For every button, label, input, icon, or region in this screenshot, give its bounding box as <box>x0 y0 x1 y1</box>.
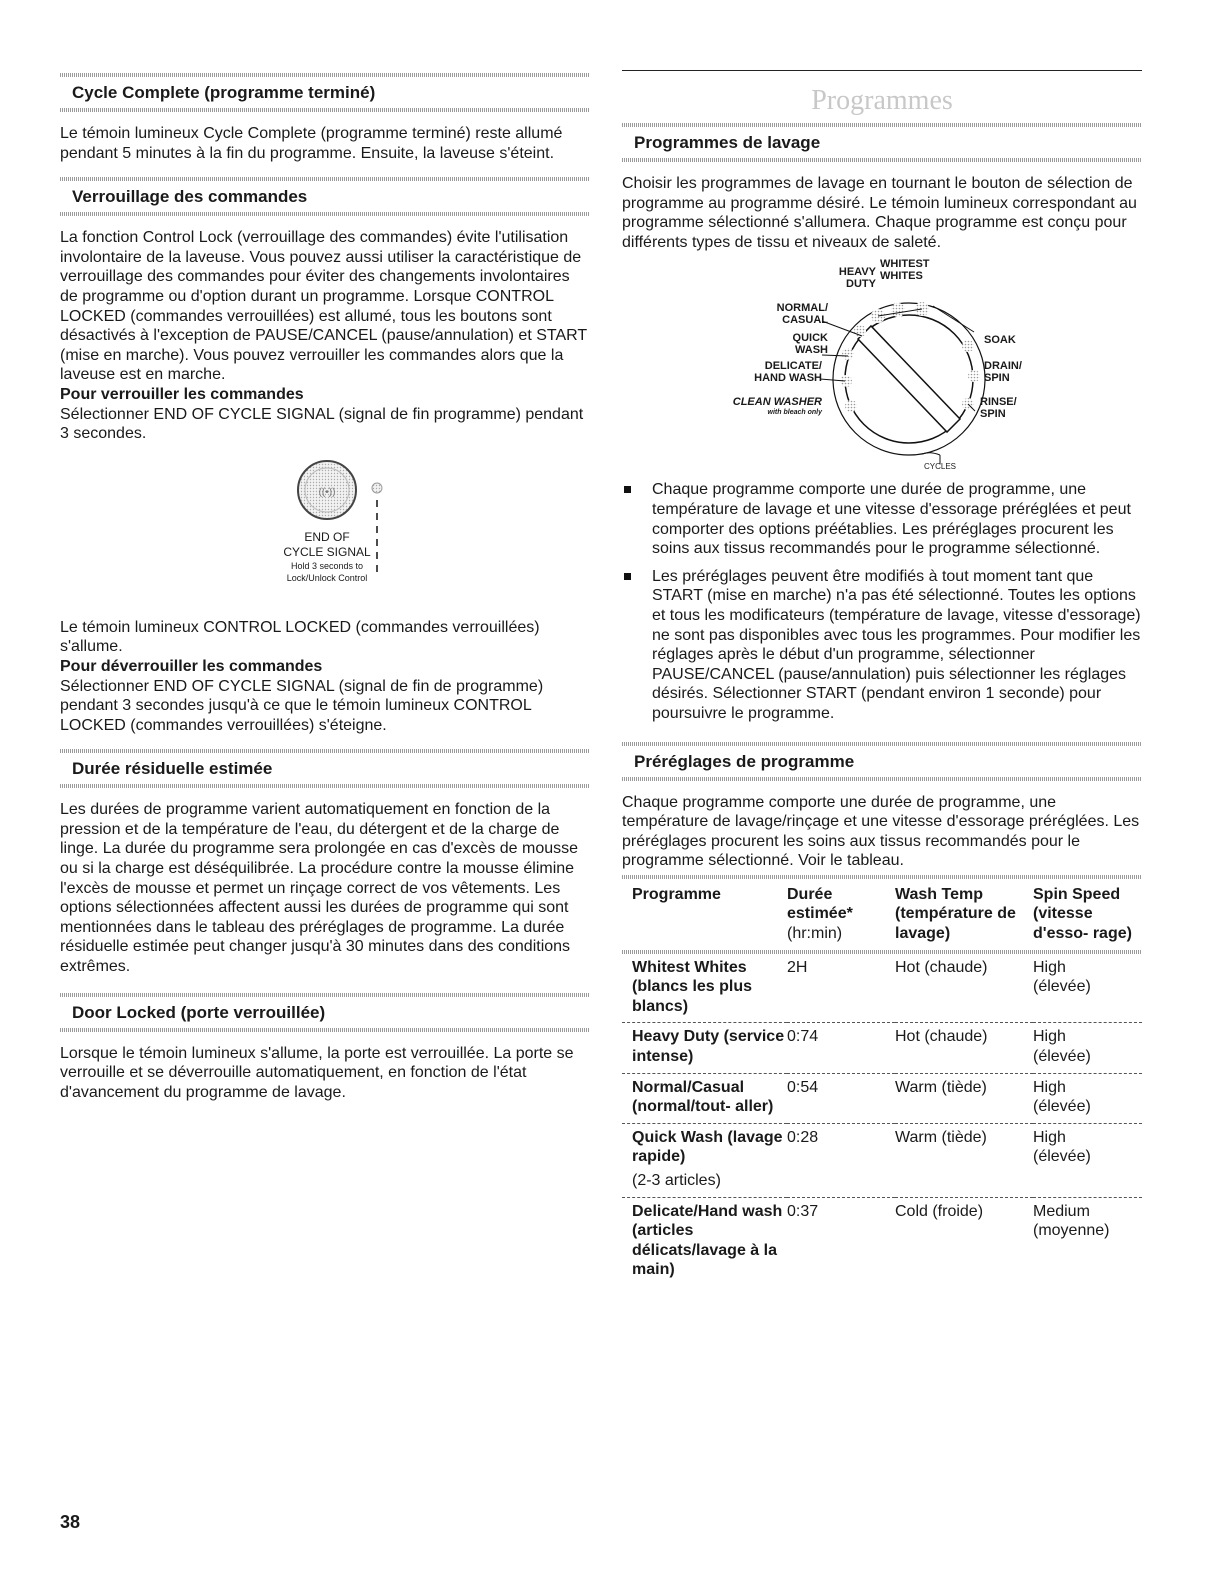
dial-label-duty: DUTY <box>846 278 876 291</box>
col-header-programme: Programme <box>632 885 721 903</box>
cell-spin-value: High <box>1033 1128 1066 1146</box>
table-row <box>622 1123 1142 1197</box>
cell-time: 2H <box>787 958 808 976</box>
estimated-time-text: Les durées de programme varient automatiquement en fonction de la pression et de la température de l'eau, du détergent et de la charge de linge. La durée du programme sera prolongée en cas d'excès de mousse ou si la charge est déséquilibrée. La procédure contre la mousse élimine l'excès de mousse et permet un rinçage correct de vos vêtements. Les options sélectionnées affectent aussi les durées de programme qui sont mentionnées dans le tableau des préréglages de programme. La durée résiduelle estimée peut changer jusqu'à 30 minutes dans des conditions extrêmes. <box>60 801 579 976</box>
cell-time: 0:37 <box>787 1197 895 1286</box>
wash-programs-text: Choisir les programmes de lavage en tournant le bouton de sélection de programme au programme désiré. Le témoin lumineux correspondant au programme sélectionné s'allumera. Chaque programme est conçu pour différents types de tissu et niveaux de saleté. <box>622 175 1137 251</box>
table-row <box>622 1023 1142 1073</box>
section-divider <box>60 108 590 112</box>
cell-spin-value: Medium <box>1033 1202 1090 1220</box>
right-column <box>622 0 1142 1286</box>
cell-time: 0:28 <box>787 1123 895 1197</box>
dial-label-casual: CASUAL <box>782 314 828 327</box>
cell-spin-translation: (élevée) <box>1033 1148 1091 1166</box>
button-hint-line2: Lock/Unlock Control <box>286 572 368 583</box>
dial-label-rinse: RINSE/ <box>980 396 1017 409</box>
cell-programme: Whitest Whites (blancs les plus blancs) <box>632 958 753 1015</box>
cell-spin-translation: (élevée) <box>1033 1098 1091 1116</box>
table-row <box>622 1073 1142 1123</box>
control-lock-heading: Verrouillage des commandes <box>72 187 308 207</box>
dial-label-delicate: DELICATE/ <box>764 360 822 373</box>
section-divider <box>60 784 590 788</box>
cycle-complete-heading: Cycle Complete (programme terminé) <box>72 83 376 102</box>
top-rule <box>622 70 1142 71</box>
list-item <box>622 567 1142 724</box>
cell-spin <box>1033 1197 1142 1286</box>
program-presets-heading: Préréglages de programme <box>634 751 855 771</box>
wash-programs-heading: Programmes de lavage <box>634 133 821 152</box>
col-header-duree-line3: (hr:min) <box>787 925 843 943</box>
cell-programme-note: (2-3 articles) <box>632 1172 721 1189</box>
table-header-row <box>622 883 1142 950</box>
cell-time: 0:74 <box>787 1023 895 1073</box>
dial-label-soak: SOAK <box>984 334 1016 347</box>
cell-spin <box>1033 1123 1142 1197</box>
dial-label-heavy: HEAVY <box>838 266 876 279</box>
door-locked-text: Lorsque le témoin lumineux s'allume, la porte est verrouillée. La porte se verrouille et se déverrouille automatiquement, en fonction de l'état d'avancement du programme de lavage. <box>60 1044 574 1101</box>
page-title: Programmes <box>811 85 953 116</box>
dial-label-normal: NORMAL/ <box>776 302 828 315</box>
dial-label-handwash: HAND WASH <box>754 372 822 385</box>
table-row <box>622 954 1142 1023</box>
cell-temp: Warm (tiède) <box>895 1073 1033 1123</box>
lock-subheading: Pour verrouiller les commandes <box>60 385 304 403</box>
button-label-line2: CYCLE SIGNAL <box>283 544 371 559</box>
dial-label-quick: QUICK <box>792 332 828 345</box>
dial-label-spin-1: SPIN <box>984 372 1010 385</box>
section-divider <box>622 158 1142 162</box>
cycle-complete-text: Le témoin lumineux Cycle Complete (programme terminé) reste allumé pendant 5 minutes à la fin du programme. Ensuite, la laveuse s'éteint. <box>60 125 563 162</box>
unlock-instructions: Sélectionner END OF CYCLE SIGNAL (signal de fin de programme) pendant 3 secondes jusqu'à ce que le témoin lumineux CONTROL LOCKED (commandes verrouillées) s'éteigne. <box>60 677 544 734</box>
col-header-spin-speed: Spin Speed (vitesse d'esso- rage) <box>1033 885 1132 943</box>
svg-text:((•)): ((•)) <box>318 486 336 498</box>
button-label-line1: END OF <box>304 529 350 544</box>
section-divider <box>622 875 1142 879</box>
col-header-wash-temp: Wash Temp (température de lavage) <box>895 885 1016 943</box>
section-divider <box>622 777 1142 781</box>
cell-spin <box>1033 1023 1142 1073</box>
cell-spin-value: High <box>1033 1028 1066 1046</box>
estimated-time-heading: Durée résiduelle estimée <box>72 759 273 779</box>
col-header-duree <box>787 883 895 950</box>
dial-label-bleach: with bleach only <box>767 409 822 417</box>
dial-label-wash: WASH <box>795 344 828 357</box>
col-header-duree-line2: estimée* <box>787 905 853 923</box>
cell-spin-value: High <box>1033 958 1066 976</box>
cell-spin-translation: (élevée) <box>1033 1048 1091 1066</box>
col-header-duree-line1: Durée <box>787 885 833 903</box>
lock-instructions: Sélectionner END OF CYCLE SIGNAL (signal de fin programme) pendant 3 secondes. <box>60 405 584 443</box>
cycle-dial-icon <box>622 256 1142 474</box>
list-item <box>622 480 1142 558</box>
program-presets-text: Chaque programme comporte une durée de programme, une température de lavage/rinçage et une vitesse d'essorage préréglées. Les préréglages procurent les soins aux tissus recommandés pour le programme sélectionné. Voir le tableau. <box>622 793 1140 870</box>
cell-programme: Normal/Casual (normal/tout- aller) <box>622 1073 787 1123</box>
dial-label-spin-2: SPIN <box>980 408 1006 421</box>
cell-spin-translation: (élevée) <box>1033 978 1091 996</box>
unlock-subheading: Pour déverrouiller les commandes <box>60 657 323 675</box>
cell-spin-translation: (moyenne) <box>1033 1222 1110 1240</box>
dial-label-cycles: CYCLES <box>924 462 957 472</box>
cell-programme: Quick Wash (lavage rapide) <box>632 1128 783 1166</box>
bullet-square-icon <box>624 573 631 580</box>
bullet-square-icon <box>624 486 631 493</box>
cell-spin <box>1033 954 1142 1023</box>
cell-programme: Delicate/Hand wash (articles délicats/lavage à la main) <box>622 1197 787 1286</box>
presets-table <box>622 883 1142 1286</box>
cell-temp: Hot (chaude) <box>895 1023 1033 1073</box>
bullet-text: Chaque programme comporte une durée de programme, une température de lavage et une vitesse d'essorage préréglées et peut comporter des options préétablies. Les préréglages procurent les soins aux tissus recommandés pour le programme sélectionné. <box>652 481 1131 558</box>
page-number: 38 <box>60 1512 81 1532</box>
door-locked-heading: Door Locked (porte verrouillée) <box>72 1002 326 1022</box>
control-lock-text: La fonction Control Lock (verrouillage des commandes) évite l'utilisation involontaire de la laveuse. Vous pouvez aussi utiliser la caractéristique de verrouillage des commandes pour éviter des changements involontaires de programme ou d'option durant un programme. Lorsque CONTROL LOCKED (commandes verrouillées) est allumé, tous les boutons sont désactivés à l'exception de PAUSE/CANCEL (pause/annulation) et START (mise en marche). Vous pouvez verrouiller les commandes alors que la laveuse est en marche. <box>60 229 587 384</box>
dial-label-clean-washer: CLEAN WASHER <box>732 396 822 409</box>
section-divider <box>60 1028 590 1032</box>
cell-temp: Hot (chaude) <box>895 958 988 976</box>
cell-time: 0:54 <box>787 1073 895 1123</box>
dial-label-whitest: WHITEST <box>880 258 930 271</box>
section-divider <box>60 212 590 216</box>
cell-spin <box>1033 1073 1142 1123</box>
cell-spin-value: High <box>1033 1078 1066 1096</box>
control-locked-text: Le témoin lumineux CONTROL LOCKED (commandes verrouillées) s'allume. <box>60 618 540 656</box>
cell-programme: Heavy Duty (service intense) <box>622 1023 787 1073</box>
table-row <box>622 1197 1142 1286</box>
cell-temp: Cold (froide) <box>895 1197 1033 1286</box>
end-of-cycle-button-illustration <box>60 460 590 610</box>
cycle-dial-illustration <box>622 256 1142 474</box>
dial-label-whites: WHITES <box>880 270 923 283</box>
bullet-text: Les préréglages peuvent être modifiés à tout moment tant que START (mise en marche) n'a pas été sélectionné. Toutes les options et tous les modificateurs (température de lavage, vitesse d'essorage) ne sont pas disponibles avec tous les programmes. Pour modifier les réglages après le début d'un programme, sélectionner PAUSE/CANCEL (pause/annulation) puis sélectionner les réglages désirés. Sélectionner START (pendant environ 1 seconde) pour poursuivre le programme. <box>652 567 1141 722</box>
cell-temp: Warm (tiède) <box>895 1123 1033 1197</box>
dial-label-drain: DRAIN/ <box>984 360 1022 373</box>
button-hint-line1: Hold 3 seconds to <box>290 560 364 571</box>
left-column <box>60 0 590 1102</box>
